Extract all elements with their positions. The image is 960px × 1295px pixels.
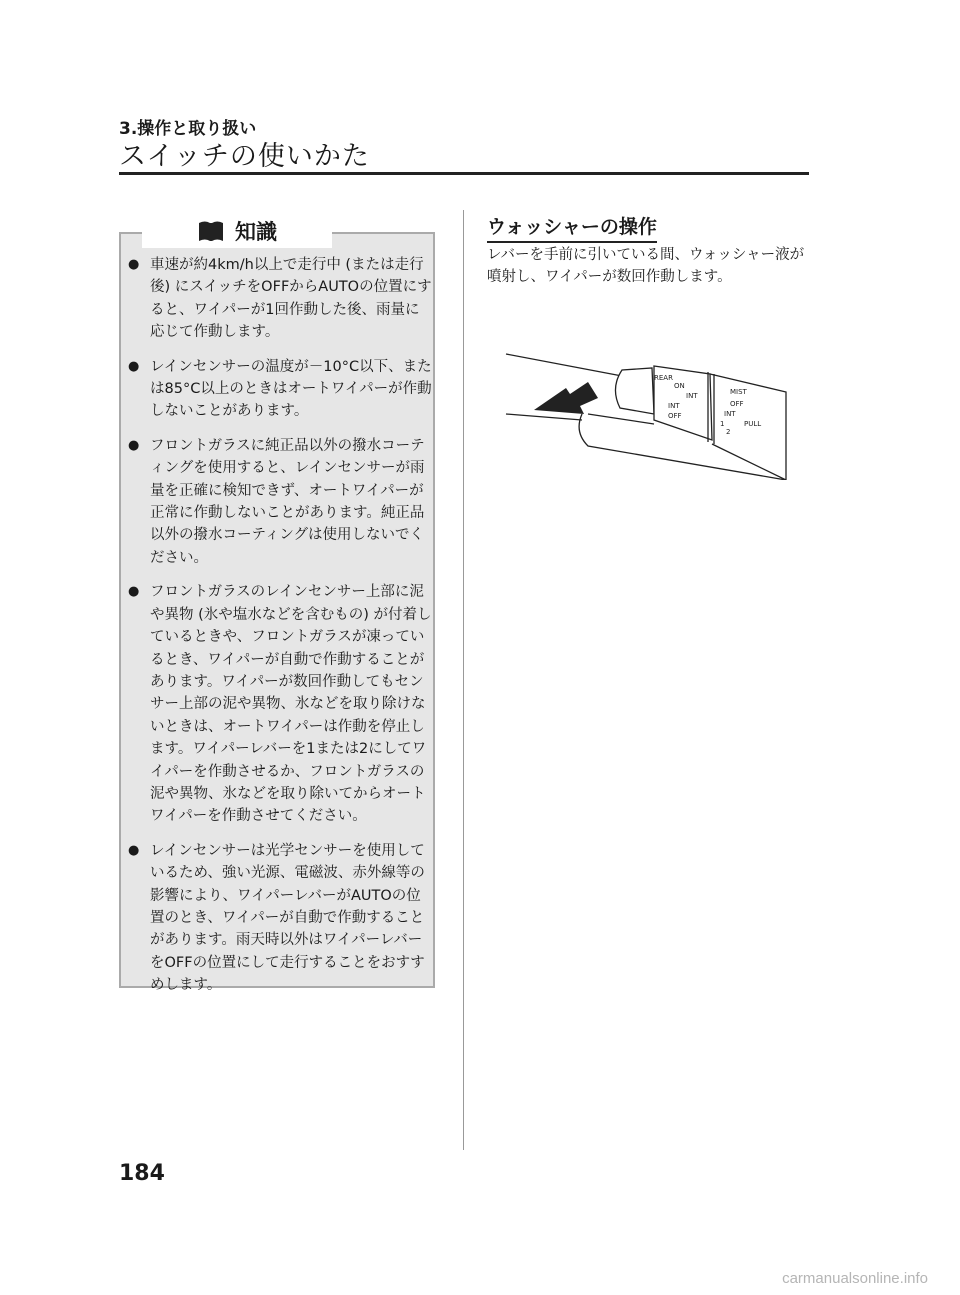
bullet-icon: ● xyxy=(128,257,140,272)
note-item-text: レインセンサーは光学センサーを使用しているため、強い光源、電磁波、赤外線等の影響により、ワイパーレバーがAUTOの位置のとき、ワイパーが自動で作動することがあります。雨天時以外はワイパーレバーをOFFの位置にして走行することをおすすめします。 xyxy=(150,842,425,994)
title-rule xyxy=(119,172,809,175)
note-item xyxy=(128,254,432,344)
lever-label-on: ON xyxy=(674,382,685,390)
lever-label-mist: MIST xyxy=(730,388,747,396)
note-item-text: フロントガラスのレインセンサー上部に泥や異物 (氷や塩水などを含むもの) が付着しているときや、フロントガラスが凍っているとき、ワイパーが自動で作動することがあります。ワイパーが数回作動してもセンサー上部の泥や異物、氷などを取り除けないときは、オートワイパーは作動を停止します。ワイパーレバーを1または2にしてワイパーを作動させるか、フロントガラスの泥や異物、氷などを取り除いてからオートワイパーを作動させてください。 xyxy=(150,584,432,825)
washer-body: レバーを手前に引いている間、ウォッシャー液が噴射し、ワイパーが数回作動します。 xyxy=(487,247,805,286)
page-number: 184 xyxy=(119,1161,165,1186)
note-item-text: フロントガラスに純正品以外の撥水コーティングを使用すると、レインセンサーが雨量を正確に検知できず、オートワイパーが正常に作動しないことがあります。純正品以外の撥水コーティングは使用しないでください。 xyxy=(150,437,425,566)
lever-label-int-mid: INT xyxy=(668,402,680,410)
lever-label-int2: INT xyxy=(724,410,736,418)
lever-label-two: 2 xyxy=(726,428,731,436)
note-item-text: 車速が約4km/h以上で走行中 (または走行後) にスイッチをOFFからAUTOの位置にすると、ワイパーが1回作動した後、雨量に応じて作動します。 xyxy=(150,257,432,341)
washer-heading: ウォッシャーの操作 xyxy=(487,212,657,243)
wiper-lever-illustration xyxy=(504,348,788,480)
note-title: 知識 xyxy=(235,220,277,244)
note-item xyxy=(128,581,432,827)
lever-label-one: 1 xyxy=(720,420,725,428)
note-item xyxy=(128,435,432,569)
bullet-icon: ● xyxy=(128,437,140,453)
lever-label-off2: OFF xyxy=(730,400,744,408)
note-item-text: レインセンサーの温度が－10°C以下、または85°C以上のときはオートワイパーが作動しないことがあります。 xyxy=(150,358,432,420)
lever-label-pull: PULL xyxy=(744,420,762,428)
lever-label-int-top: INT xyxy=(686,392,698,400)
lever-label-rear: REAR xyxy=(654,374,673,382)
note-item xyxy=(128,356,432,423)
bullet-icon: ● xyxy=(128,358,140,374)
bullet-icon: ● xyxy=(128,584,140,600)
bullet-icon: ● xyxy=(128,842,140,858)
lever-label-off: OFF xyxy=(668,412,682,420)
page-title: スイッチの使いかた xyxy=(119,141,370,172)
watermark: carmanualsonline.info xyxy=(782,1270,928,1287)
section-label: 3.操作と取り扱い xyxy=(119,119,257,139)
note-header xyxy=(142,214,332,248)
note-item xyxy=(128,840,432,997)
column-divider xyxy=(463,210,464,1150)
book-icon xyxy=(197,219,225,243)
note-list xyxy=(128,254,432,1009)
